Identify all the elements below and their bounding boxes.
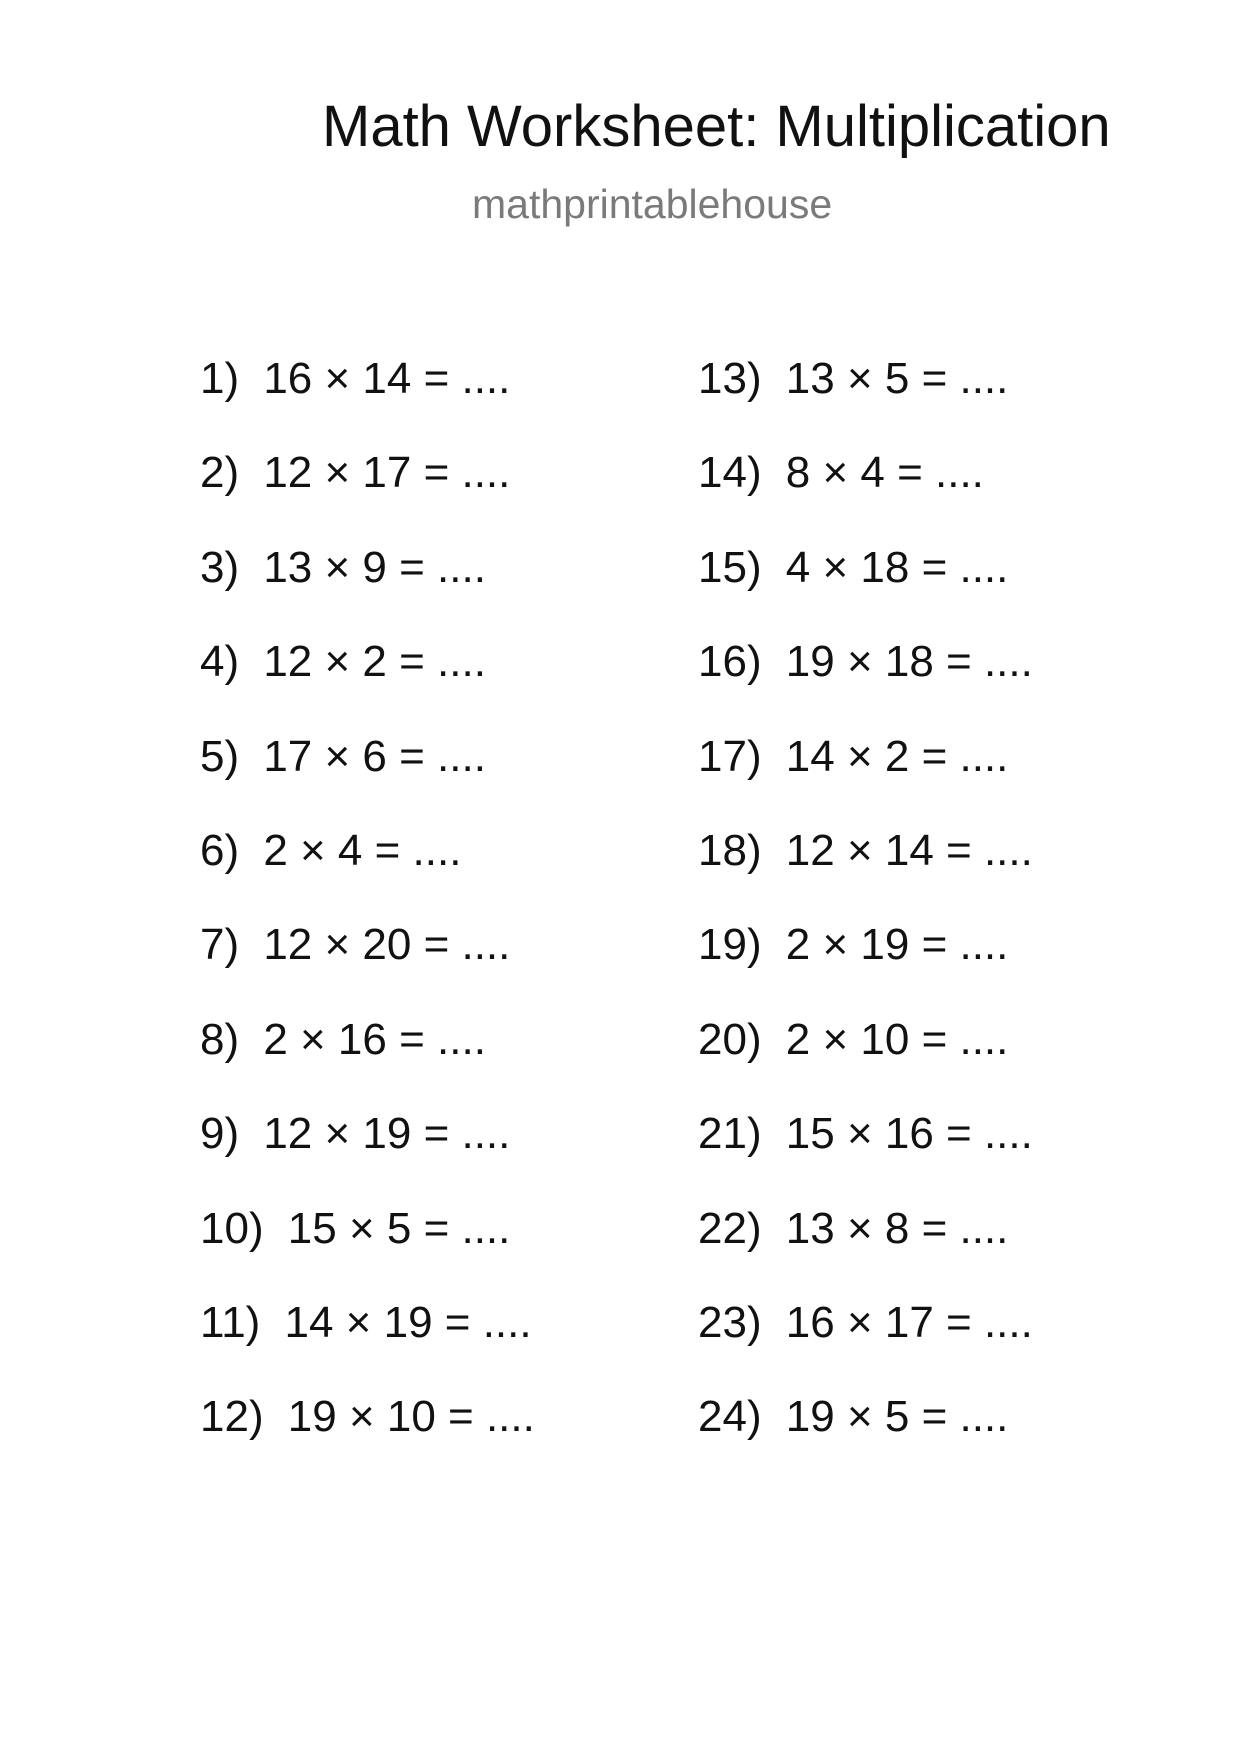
problem-expression: 19 × 5 = .... — [785, 1392, 1009, 1441]
problem-item — [200, 1392, 535, 1441]
problem-expression: 13 × 5 = .... — [785, 354, 1009, 403]
problem-item — [698, 1015, 1009, 1064]
problem-expression: 8 × 4 = .... — [785, 448, 984, 497]
problem-number: 22) — [698, 1204, 762, 1253]
problem-expression: 2 × 16 = .... — [263, 1015, 486, 1064]
problem-item — [698, 920, 1009, 969]
problem-item — [698, 826, 1033, 875]
problem-item — [698, 1298, 1033, 1347]
problem-item — [200, 448, 511, 497]
problem-number: 4) — [200, 637, 240, 686]
problem-expression: 13 × 8 = .... — [785, 1204, 1009, 1253]
page-title: Math Worksheet: Multiplication — [322, 94, 1111, 159]
problem-number: 14) — [698, 448, 762, 497]
problem-item — [200, 1109, 511, 1158]
problem-number: 24) — [698, 1392, 762, 1441]
problem-expression: 16 × 17 = .... — [785, 1298, 1033, 1347]
problem-number: 19) — [698, 920, 762, 969]
problem-number: 12) — [200, 1392, 264, 1441]
problem-expression: 12 × 2 = .... — [263, 637, 486, 686]
problem-number: 13) — [698, 354, 762, 403]
problem-item — [200, 732, 486, 781]
problem-number: 7) — [200, 920, 240, 969]
problem-expression: 2 × 19 = .... — [785, 920, 1009, 969]
problem-number: 5) — [200, 732, 240, 781]
problem-expression: 2 × 4 = .... — [263, 826, 462, 875]
problem-item — [200, 637, 486, 686]
problem-expression: 15 × 5 = .... — [287, 1204, 511, 1253]
problem-number: 2) — [200, 448, 240, 497]
problem-expression: 12 × 19 = .... — [263, 1109, 511, 1158]
problem-item — [698, 354, 1009, 403]
problem-expression: 17 × 6 = .... — [263, 732, 486, 781]
problem-expression: 4 × 18 = .... — [785, 543, 1009, 592]
problem-number: 17) — [698, 732, 762, 781]
problem-number: 23) — [698, 1298, 762, 1347]
problem-number: 10) — [200, 1204, 264, 1253]
problem-item — [200, 1204, 511, 1253]
problem-number: 20) — [698, 1015, 762, 1064]
problem-expression: 16 × 14 = .... — [263, 354, 511, 403]
problem-item — [200, 354, 511, 403]
problem-item — [698, 543, 1009, 592]
problem-number: 9) — [200, 1109, 240, 1158]
problem-number: 3) — [200, 543, 240, 592]
problem-number: 15) — [698, 543, 762, 592]
problem-item — [698, 1204, 1009, 1253]
problem-item — [200, 1298, 532, 1347]
problem-expression: 12 × 14 = .... — [785, 826, 1033, 875]
problem-expression: 19 × 18 = .... — [785, 637, 1033, 686]
problem-item — [698, 448, 984, 497]
problem-expression: 19 × 10 = .... — [287, 1392, 535, 1441]
problem-number: 11) — [200, 1298, 261, 1347]
problem-item — [200, 920, 511, 969]
problem-item — [698, 1392, 1009, 1441]
problem-expression: 14 × 19 = .... — [284, 1298, 532, 1347]
problem-expression: 15 × 16 = .... — [785, 1109, 1033, 1158]
problem-item — [200, 826, 462, 875]
problem-item — [698, 732, 1009, 781]
problem-number: 21) — [698, 1109, 762, 1158]
problem-item — [698, 1109, 1033, 1158]
problem-item — [698, 637, 1033, 686]
problem-item — [200, 1015, 486, 1064]
problem-number: 1) — [200, 354, 240, 403]
problem-number: 18) — [698, 826, 762, 875]
problem-expression: 14 × 2 = .... — [785, 732, 1009, 781]
problem-item — [200, 543, 486, 592]
problem-number: 8) — [200, 1015, 240, 1064]
problem-expression: 2 × 10 = .... — [785, 1015, 1009, 1064]
problem-number: 16) — [698, 637, 762, 686]
problem-expression: 13 × 9 = .... — [263, 543, 486, 592]
page-subtitle: mathprintablehouse — [472, 181, 833, 227]
problem-expression: 12 × 17 = .... — [263, 448, 511, 497]
problem-number: 6) — [200, 826, 240, 875]
problem-expression: 12 × 20 = .... — [263, 920, 511, 969]
